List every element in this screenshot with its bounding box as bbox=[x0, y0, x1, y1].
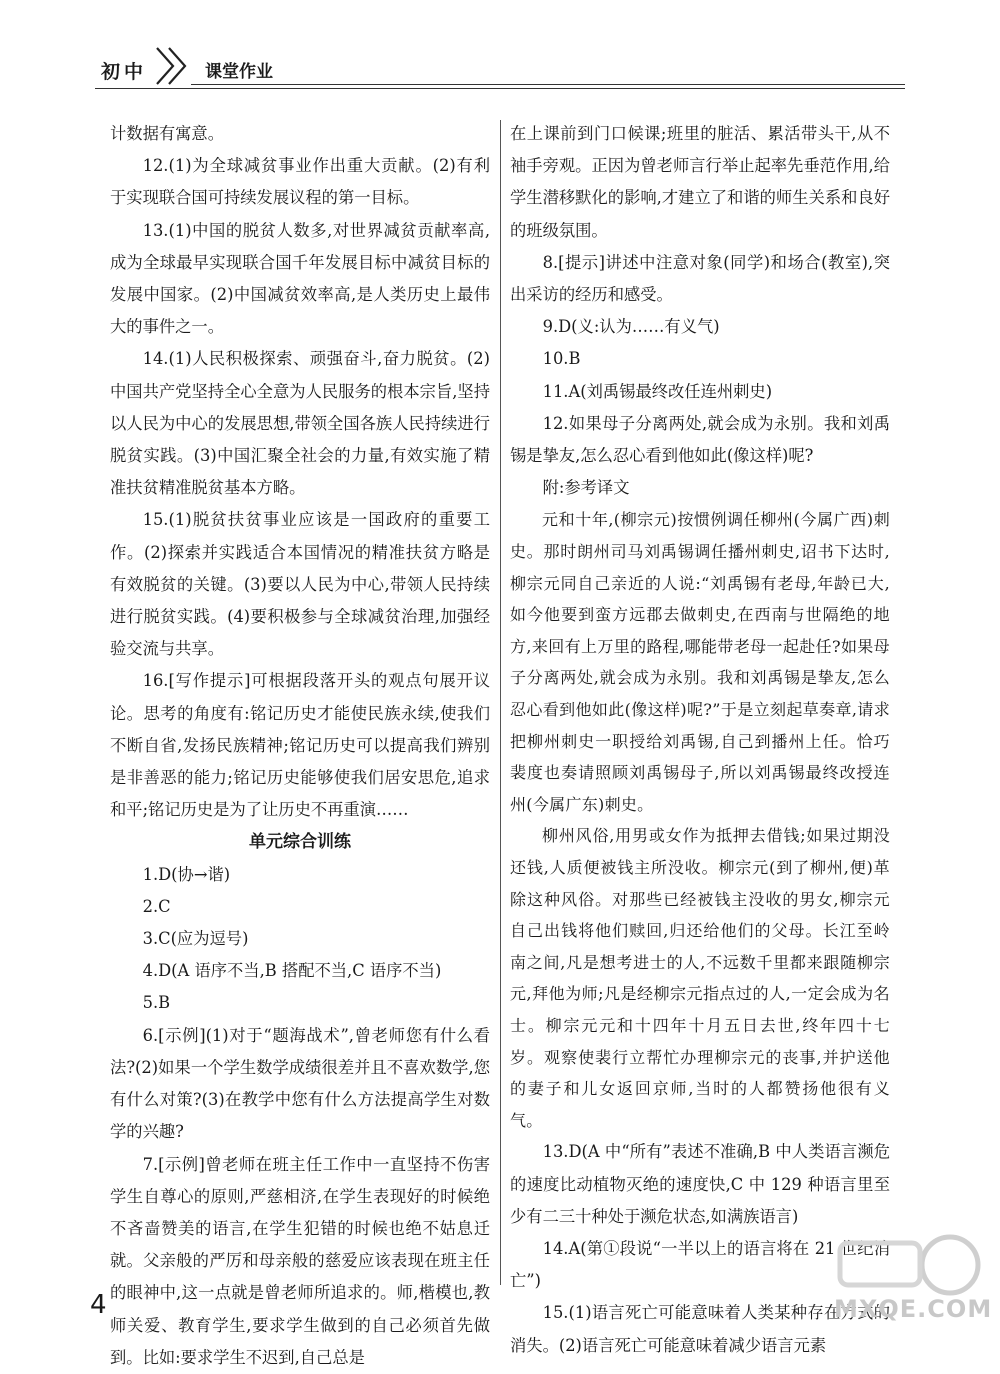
answer-14: 14.(1)人民积极探索、顽强奋斗,奋力脱贫。(2)中国共产党坚持全心全意为人民服务的根本宗旨,坚持以人民为中心的发展思想,带领全国各族人民持续进行脱贫实践。(3)中国汇聚全社会的力量,有效实施了精准扶贫精准脱贫基本方略。 bbox=[110, 349, 490, 498]
unit-answer-7: 7.[示例]曾老师在班主任工作中一直坚持不伤害学生自尊心的原则,严慈相济,在学生表现好的时候绝不吝啬赞美的语言,在学生犯错的时候也绝不姑息迁就。父亲般的严厉和母亲般的慈爱应该表现在班主任的眼神中,这一点就是曾老师所追求的。师,楷模也,教师关爱、教育学生,要求学生做到的自己必须首先做到。比如:要求学生不迟到,自己总是 bbox=[110, 1154, 490, 1367]
unit-answer-2: 2.C bbox=[142, 896, 171, 916]
page-header bbox=[95, 44, 905, 88]
unit-answer-15: 15.(1)语言死亡可能意味着人类某种存在方式的消失。(2)语言死亡可能意味着减少语言元素 bbox=[510, 1303, 890, 1355]
unit-answer-5: 5.B bbox=[142, 993, 171, 1013]
unit-answer-4: 4.D(A 语序不当,B 搭配不当,C 语序不当) bbox=[142, 961, 442, 981]
page-number: 4 bbox=[90, 1290, 107, 1320]
unit-answer-13: 13.D(A 中“所有”表述不准确,B 中人类语言濒危的速度比动植物灭绝的速度快,C 中 129 种语言里至少有二三十种处于濒危状态,如满族语言) bbox=[510, 1142, 890, 1226]
answer-16: 16.[写作提示]可根据段落开头的观点句展开议论。思考的角度有:铭记历史才能使民族永续,使我们不断自省,发扬民族精神;铭记历史可以提高我们辨别是非善恶的能力;铭记历史能够使我们居安思危,追求和平;铭记历史是为了让历史不再重演…… bbox=[110, 671, 490, 820]
header-rule bbox=[191, 84, 905, 85]
unit-answer-14: 14.A(第①段说“一半以上的语言将在 21 世纪消亡”) bbox=[510, 1238, 890, 1291]
paragraph: 在上课前到门口候课;班里的脏活、累活带头干,从不袖手旁观。正因为曾老师言行举止起率先垂范作用,给学生潜移默化的影响,才建立了和谐的师生关系和良好的班级氛围。 bbox=[510, 124, 890, 240]
translation-paragraph: 柳州风俗,用男或女作为抵押去借钱;如果过期没还钱,人质便被钱主所没收。柳宗元(到了柳州,便)革除这种风俗。对那些已经被钱主没收的男女,柳宗元自己出钱将他们赎回,归还给他们的父母。长江至岭南之间,凡是想考进士的人,不远数千里都来跟随柳宗元,拜他为师;凡是经柳宗元指点过的人,一定会成为名士。柳宗元元和十四年十月五日去世,终年四十七岁。观察使裴行立帮忙办理柳宗元的丧事,并护送他的妻子和儿女返回京师,当时的人都赞扬他很有义气。 bbox=[510, 826, 890, 1130]
watermark bbox=[830, 1225, 993, 1335]
unit-answer-6: 6.[示例](1)对于“题海战术”,曾老师您有什么看法?(2)如果一个学生数学成绩很差并且不喜欢数学,您有什么对策?(3)在教学中您有什么方法提高学生对数学的兴趣? bbox=[110, 1025, 490, 1142]
header-title: 课堂作业 bbox=[205, 62, 273, 82]
translation-paragraph: 元和十年,(柳宗元)按惯例调任柳州(今属广西)刺史。那时朗州司马刘禹锡调任播州刺史,诏书下达时,柳宗元同自己亲近的人说:“刘禹锡有老母,年龄已大,如今他要到蛮方远郡去做刺史,在西南与世隔绝的地方,来回有上万里的路程,哪能带老母一起赴任?如果母子分离两处,就会成为永别。我和刘禹锡是挚友,怎么忍心看到他如此(像这样)呢?”于是立刻起草奏章,请求把柳州刺史一职授给刘禹锡,自己到播州上任。恰巧裴度也奏请照顾刘禹锡母子,所以刘禹锡最终改授连州(今属广东)刺史。 bbox=[510, 510, 890, 814]
answer-13: 13.(1)中国的脱贫人数多,对世界减贫贡献率高,成为全球最早实现联合国千年发展目标中减贫目标的发展中国家。(2)中国减贫效率高,是人类历史上最伟大的事件之一。 bbox=[110, 220, 490, 337]
unit-answer-10: 10.B bbox=[542, 349, 581, 369]
unit-answer-8: 8.[提示]讲述中注意对象(同学)和场合(教室),突出采访的经历和感受。 bbox=[510, 252, 890, 305]
grade-tag: 初中 bbox=[101, 61, 148, 83]
column-divider bbox=[500, 120, 501, 1285]
watermark-text: MXQE.COM bbox=[834, 1295, 993, 1323]
unit-answer-3: 3.C(应为逗号) bbox=[142, 929, 249, 949]
unit-answer-9: 9.D(义:认为……有义气) bbox=[542, 317, 720, 337]
double-chevron-icon bbox=[153, 44, 195, 88]
header-underline bbox=[95, 88, 905, 89]
answer-12: 12.(1)为全球减贫事业作出重大贡献。(2)有利于实现联合国可持续发展议程的第一目标。 bbox=[110, 156, 490, 208]
translation-heading: 附:参考译文 bbox=[542, 478, 630, 498]
answer-15: 15.(1)脱贫扶贫事业应该是一国政府的重要工作。(2)探索并实践适合本国情况的精准扶贫方略是有效脱贫的关键。(3)要以人民为中心,带领人民持续进行脱贫实践。(4)要积极参与全球减贫治理,加强经验交流与共享。 bbox=[110, 510, 490, 659]
unit-answer-12: 12.如果母子分离两处,就会成为永别。我和刘禹锡是挚友,怎么忍心看到他如此(像这样)呢? bbox=[510, 413, 890, 466]
section-title: 单元综合训练 bbox=[249, 832, 351, 853]
unit-answer-1: 1.D(协→谐) bbox=[142, 864, 231, 884]
paragraph: 计数据有寓意。 bbox=[110, 124, 224, 143]
answer-logo-icon bbox=[830, 1225, 990, 1300]
unit-answer-11: 11.A(刘禹锡最终改任连州刺史) bbox=[542, 381, 773, 401]
left-column bbox=[110, 118, 490, 1374]
right-column bbox=[510, 118, 890, 1362]
